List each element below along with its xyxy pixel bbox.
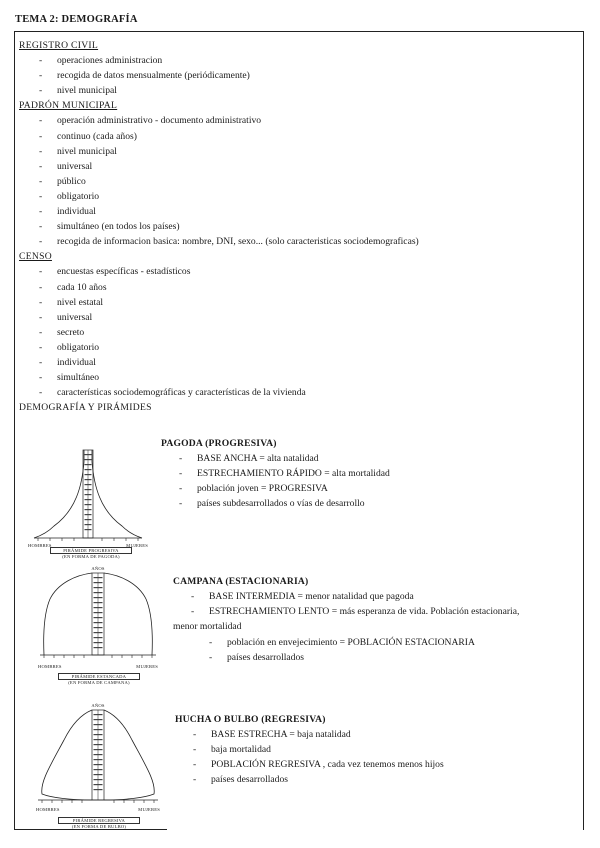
pagoda-left-label: HOMBRES — [28, 543, 52, 548]
list-item: - universal — [39, 159, 579, 174]
list-item: - simultáneo — [39, 370, 579, 385]
campana-list — [173, 589, 583, 619]
list-item: - individual — [39, 204, 579, 219]
hucha-caption — [58, 817, 140, 829]
registro-list — [19, 53, 579, 98]
hucha-caption-line1: PIRÁMIDE REGRESIVA — [58, 817, 140, 824]
list-item: - población joven = PROGRESIVA — [179, 481, 581, 496]
list-item: - población en envejecimiento = POBLACIÓN ESTACIONARIA — [209, 635, 583, 650]
piramides-heading: DEMOGRAFÍA Y PIRÁMIDES — [19, 402, 152, 414]
list-item: - obligatorio — [39, 189, 579, 204]
list-item: - cada 10 años — [39, 280, 579, 295]
campana-caption-line1: PIRÁMIDE ESTANCADA — [58, 673, 140, 680]
hucha-pyramid-figure — [36, 708, 160, 810]
campana-description — [173, 574, 583, 619]
hucha-title: HUCHA O BULBO (REGRESIVA) — [175, 714, 326, 725]
hucha-right-label: MUJERES — [138, 807, 160, 812]
campana-item2-continuation: menor mortalidad — [173, 621, 242, 632]
list-item: - universal — [39, 310, 579, 325]
pagoda-caption-line1: PIRÁMIDE PROGRESIVA — [50, 547, 132, 554]
censo-heading: CENSO — [19, 251, 52, 263]
hucha-years-label: AÑOS — [91, 703, 105, 708]
list-item: - ESTRECHAMIENTO RÁPIDO = alta mortalidad — [179, 466, 581, 481]
list-item: - obligatorio — [39, 340, 579, 355]
campana-description-cont — [191, 635, 583, 665]
campana-caption — [58, 673, 140, 685]
padron-heading: PADRÓN MUNICIPAL — [19, 100, 118, 112]
padron-list — [19, 113, 579, 249]
list-item: - ESTRECHAMIENTO LENTO = más esperanza de vida. Población estacionaria, — [191, 604, 583, 619]
list-item: - POBLACIÓN REGRESIVA , cada vez tenemos menos hijos — [193, 757, 583, 772]
campana-pyramid-figure — [36, 571, 160, 669]
list-item: - BASE ESTRECHA = baja natalidad — [193, 727, 583, 742]
hucha-pyramid-graphic — [36, 708, 160, 810]
list-item: - países subdesarrollados o vías de desarrollo — [179, 496, 581, 511]
pagoda-list — [161, 451, 581, 511]
list-item: - recogida de informacion basica: nombre, DNI, sexo... (solo caracteristicas sociodemograficas) — [39, 234, 579, 249]
campana-left-label: HOMBRES — [38, 664, 62, 669]
list-item: - encuestas específicas - estadísticos — [39, 264, 579, 279]
hucha-list — [175, 727, 583, 787]
list-item: - características sociodemográficas y características de la vivienda — [39, 385, 579, 400]
list-item: - simultáneo (en todos los países) — [39, 219, 579, 234]
pagoda-caption — [50, 547, 132, 559]
list-item: - nivel estatal — [39, 295, 579, 310]
campana-years-label: AÑOS — [91, 566, 105, 571]
pagoda-pyramid-graphic — [26, 446, 150, 548]
list-item: - operaciones administracion — [39, 53, 579, 68]
list-item: - países desarrollados — [193, 772, 583, 787]
list-item: - nivel municipal — [39, 144, 579, 159]
campana-list-cont — [191, 635, 583, 665]
hucha-left-label: HOMBRES — [36, 807, 60, 812]
list-item: - operación administrativo - documento administrativo — [39, 113, 579, 128]
notes-body — [19, 38, 579, 415]
list-item: - baja mortalidad — [193, 742, 583, 757]
censo-list — [19, 264, 579, 400]
list-item: - secreto — [39, 325, 579, 340]
hucha-description — [175, 712, 583, 787]
campana-caption-line2: (EN FORMA DE CAMPANA) — [68, 680, 130, 686]
pagoda-pyramid-figure — [26, 446, 150, 548]
registro-heading: REGISTRO CIVIL — [19, 40, 99, 51]
pagoda-right-label: MUJERES — [126, 543, 148, 548]
campana-title: CAMPANA (ESTACIONARIA) — [173, 576, 309, 587]
pagoda-title: PAGODA (PROGRESIVA) — [161, 438, 277, 449]
campana-right-label: MUJERES — [136, 664, 158, 669]
list-item: - BASE ANCHA = alta natalidad — [179, 451, 581, 466]
hucha-caption-line2: (EN FORMA DE BULBO) — [71, 824, 127, 830]
list-item: - continuo (cada años) — [39, 129, 579, 144]
list-item: - público — [39, 174, 579, 189]
list-item: - nivel municipal — [39, 83, 579, 98]
list-item: - BASE INTERMEDIA = menor natalidad que pagoda — [191, 589, 583, 604]
list-item: - recogida de datos mensualmente (periódicamente) — [39, 68, 579, 83]
list-item: - individual — [39, 355, 579, 370]
page-title: TEMA 2: DEMOGRAFÍA — [15, 14, 138, 25]
pagoda-description — [161, 436, 581, 511]
pagoda-caption-line2: (EN FORMA DE PAGODA) — [62, 554, 120, 560]
campana-pyramid-graphic — [36, 571, 160, 663]
list-item: - países desarrollados — [209, 650, 583, 665]
